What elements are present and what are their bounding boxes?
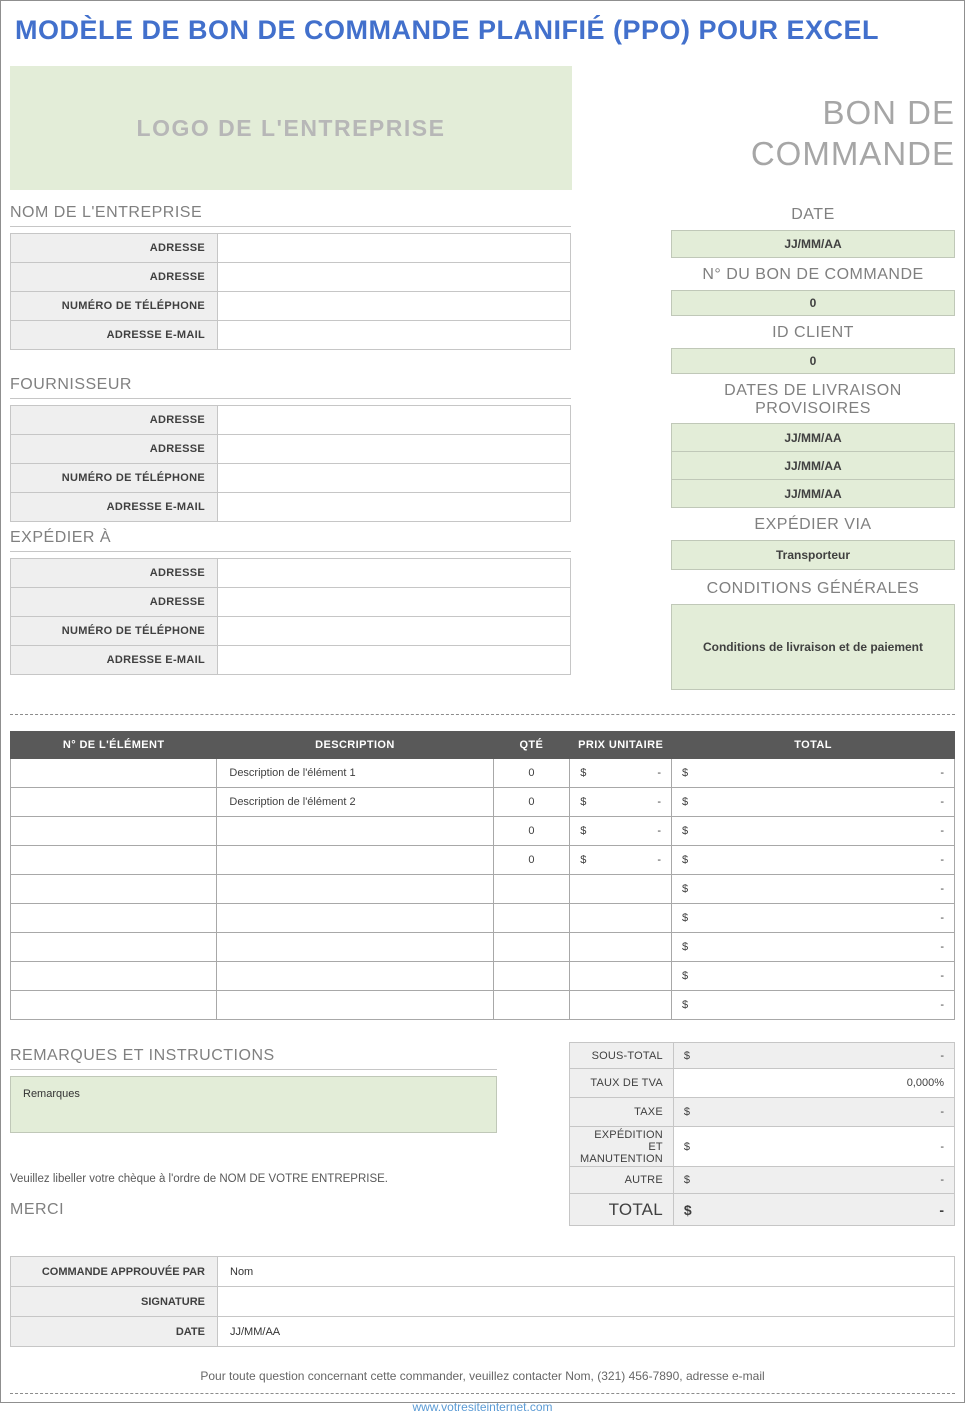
field-label: ADRESSE E-MAIL <box>11 493 218 522</box>
amount: - <box>940 999 944 1011</box>
table-row <box>11 1287 955 1317</box>
unit-price-cell[interactable] <box>570 991 672 1020</box>
amount: - <box>940 912 944 924</box>
amount: - <box>940 1140 944 1153</box>
description-cell[interactable] <box>217 991 493 1020</box>
terms-heading: CONDITIONS GÉNÉRALES <box>706 580 920 597</box>
field-label: ADRESSE <box>11 263 218 292</box>
approved-by-field[interactable]: Nom <box>218 1257 955 1287</box>
ship-to-email-field[interactable] <box>218 646 571 675</box>
field-label: ADRESSE <box>11 435 218 464</box>
amount: - <box>940 796 944 808</box>
subtotal-value <box>673 1043 954 1069</box>
table-row <box>11 321 571 350</box>
table-row <box>11 435 571 464</box>
item-no-cell[interactable] <box>11 817 217 846</box>
currency-symbol: $ <box>682 912 689 924</box>
ship-to-heading: EXPÉDIER À <box>10 529 571 552</box>
amount: - <box>940 1174 944 1186</box>
supplier-phone-field[interactable] <box>218 464 571 493</box>
currency-symbol: $ <box>580 796 587 808</box>
company-heading: NOM DE L'ENTREPRISE <box>10 204 571 227</box>
document-title <box>751 66 955 190</box>
table-row <box>11 493 571 522</box>
summary-row-other <box>570 1167 955 1194</box>
item-no-cell[interactable] <box>11 788 217 817</box>
ship-via-heading: EXPÉDIER VIA <box>754 516 872 533</box>
po-number-field[interactable]: 0 <box>671 290 955 316</box>
table-row <box>11 263 571 292</box>
currency-symbol: $ <box>580 767 587 779</box>
section-ship-to <box>10 529 571 675</box>
unit-price-cell[interactable] <box>570 788 672 817</box>
supplier-heading: FOURNISSEUR <box>10 376 571 399</box>
amount: - <box>940 767 944 779</box>
total-cell <box>672 933 955 962</box>
item-row <box>11 904 955 933</box>
qty-cell[interactable]: 0 <box>493 846 570 875</box>
total-cell <box>672 962 955 991</box>
ship-via-field[interactable]: Transporteur <box>671 540 955 570</box>
delivery-date1-field[interactable]: JJ/MM/AA <box>671 423 955 452</box>
col-header-total: TOTAL <box>672 732 955 759</box>
date-field[interactable]: JJ/MM/AA <box>671 230 955 258</box>
remarks-heading: REMARQUES ET INSTRUCTIONS <box>10 1047 497 1070</box>
tax-rate-field[interactable]: 0,000% <box>673 1069 954 1098</box>
summary-row-tax <box>570 1098 955 1127</box>
amount: - <box>940 1049 944 1062</box>
section-summary <box>569 1042 955 1226</box>
qty-cell[interactable] <box>493 904 570 933</box>
check-note: Veuillez libeller votre chèque à l'ordre de NOM DE VOTRE ENTREPRISE. <box>10 1173 389 1185</box>
tax-label: TAXE <box>570 1098 674 1127</box>
item-row <box>11 788 955 817</box>
thanks-text: MERCI <box>10 1201 65 1218</box>
approval-table <box>10 1256 955 1347</box>
item-no-cell[interactable] <box>11 991 217 1020</box>
approved-by-label: COMMANDE APPROUVÉE PAR <box>11 1257 218 1287</box>
currency-symbol: $ <box>683 1174 690 1186</box>
table-row <box>11 406 571 435</box>
supplier-email-field[interactable] <box>218 493 571 522</box>
unit-price-cell[interactable] <box>570 759 672 788</box>
col-header-unit-price: PRIX UNITAIRE <box>570 732 672 759</box>
currency-symbol: $ <box>683 1049 690 1062</box>
currency-symbol: $ <box>682 825 689 837</box>
currency-symbol: $ <box>683 1140 690 1153</box>
items-table <box>10 731 955 1020</box>
divider <box>10 714 955 715</box>
table-row <box>11 464 571 493</box>
field-label: ADRESSE <box>11 406 218 435</box>
po-number-heading: N° DU BON DE COMMANDE <box>702 266 924 283</box>
description-cell[interactable]: Description de l'élément 1 <box>217 759 493 788</box>
item-row <box>11 759 955 788</box>
currency-symbol: $ <box>682 970 689 982</box>
company-logo-placeholder[interactable]: LOGO DE L'ENTREPRISE <box>10 66 572 190</box>
table-row <box>11 617 571 646</box>
field-label: ADRESSE <box>11 234 218 263</box>
col-header-description: DESCRIPTION <box>217 732 493 759</box>
total-cell <box>672 904 955 933</box>
currency-symbol: $ <box>682 796 689 808</box>
summary-row-shipping <box>570 1127 955 1167</box>
shipping-label: EXPÉDITION ET MANUTENTION <box>570 1127 674 1167</box>
terms-field[interactable]: Conditions de livraison et de paiement <box>671 604 955 690</box>
approval-date-field[interactable]: JJ/MM/AA <box>218 1317 955 1347</box>
field-label: ADRESSE <box>11 559 218 588</box>
total-cell <box>672 788 955 817</box>
unit-price-cell[interactable] <box>570 817 672 846</box>
description-cell[interactable] <box>217 933 493 962</box>
amount: - <box>940 825 944 837</box>
total-cell <box>672 759 955 788</box>
amount: - <box>940 883 944 895</box>
amount: - <box>657 825 662 837</box>
approval-date-label: DATE <box>11 1317 218 1347</box>
field-label: ADRESSE E-MAIL <box>11 321 218 350</box>
other-label: AUTRE <box>570 1167 674 1194</box>
description-cell[interactable] <box>217 846 493 875</box>
tax-rate-label: TAUX DE TVA <box>570 1069 674 1098</box>
remarks-field[interactable]: Remarques <box>10 1076 497 1133</box>
item-row <box>11 846 955 875</box>
summary-row-tax-rate <box>570 1069 955 1098</box>
section-company <box>10 204 571 350</box>
item-no-cell[interactable] <box>11 875 217 904</box>
website-link[interactable]: www.votresiteinternet.com <box>412 1400 553 1414</box>
qty-cell[interactable] <box>493 933 570 962</box>
table-row <box>11 646 571 675</box>
table-row <box>11 588 571 617</box>
table-row <box>11 1257 955 1287</box>
field-label: NUMÉRO DE TÉLÉPHONE <box>11 617 218 646</box>
subtotal-label: SOUS-TOTAL <box>570 1043 674 1069</box>
unit-price-cell[interactable] <box>570 846 672 875</box>
delivery-dates-heading: DATES DE LIVRAISON PROVISOIRES <box>724 382 902 417</box>
item-row <box>11 991 955 1020</box>
footer-contact-text: Pour toute question concernant cette commander, veuillez contacter Nom, (321) 456-7890, adresse e-mail <box>200 1369 765 1383</box>
header <box>10 66 955 190</box>
amount: - <box>940 970 944 982</box>
total-cell <box>672 846 955 875</box>
signature-label: SIGNATURE <box>11 1287 218 1317</box>
item-row <box>11 817 955 846</box>
client-id-heading: ID CLIENT <box>772 324 854 341</box>
unit-price-cell[interactable] <box>570 904 672 933</box>
item-no-cell[interactable] <box>11 962 217 991</box>
unit-price-cell[interactable] <box>570 962 672 991</box>
item-row <box>11 875 955 904</box>
table-row <box>11 292 571 321</box>
delivery-date2-field[interactable]: JJ/MM/AA <box>671 451 955 480</box>
qty-cell[interactable]: 0 <box>493 817 570 846</box>
field-label: ADRESSE <box>11 588 218 617</box>
supplier-address1-field[interactable] <box>218 406 571 435</box>
total-cell <box>672 991 955 1020</box>
currency-symbol: $ <box>682 883 689 895</box>
item-row <box>11 962 955 991</box>
shipping-field[interactable] <box>673 1127 954 1167</box>
field-label: NUMÉRO DE TÉLÉPHONE <box>11 292 218 321</box>
signature-field[interactable] <box>218 1287 955 1317</box>
description-cell[interactable] <box>217 962 493 991</box>
company-email-field[interactable] <box>218 321 571 350</box>
grand-total-label: TOTAL <box>570 1194 674 1226</box>
tax-value <box>673 1098 954 1127</box>
item-no-cell[interactable] <box>11 904 217 933</box>
table-row <box>11 559 571 588</box>
amount: - <box>940 941 944 953</box>
description-cell[interactable] <box>217 817 493 846</box>
col-header-qty: QTÉ <box>493 732 570 759</box>
amount: - <box>657 796 662 808</box>
currency-symbol: $ <box>683 1201 692 1218</box>
summary-row-total <box>570 1194 955 1226</box>
amount: - <box>657 854 662 866</box>
amount: - <box>940 1106 944 1118</box>
other-field[interactable] <box>673 1167 954 1194</box>
delivery-date3-field[interactable]: JJ/MM/AA <box>671 479 955 508</box>
amount: - <box>939 1201 944 1218</box>
currency-symbol: $ <box>683 1106 690 1118</box>
currency-symbol: $ <box>682 941 689 953</box>
grand-total-value <box>673 1194 954 1226</box>
ship-to-phone-field[interactable] <box>218 617 571 646</box>
section-supplier <box>10 376 571 522</box>
company-address2-field[interactable] <box>218 263 571 292</box>
description-cell[interactable]: Description de l'élément 2 <box>217 788 493 817</box>
items-header-row <box>11 732 955 759</box>
date-heading: DATE <box>791 206 835 223</box>
divider <box>10 1393 955 1394</box>
table-row <box>11 1317 955 1347</box>
amount: - <box>657 767 662 779</box>
company-phone-field[interactable] <box>218 292 571 321</box>
document-title-line2: COMMANDE <box>750 135 955 172</box>
client-id-field[interactable]: 0 <box>671 348 955 374</box>
supplier-address2-field[interactable] <box>218 435 571 464</box>
qty-cell[interactable] <box>493 962 570 991</box>
section-remarks <box>10 1042 497 1226</box>
currency-symbol: $ <box>580 854 587 866</box>
qty-cell[interactable]: 0 <box>493 759 570 788</box>
unit-price-cell[interactable] <box>570 875 672 904</box>
company-address1-field[interactable] <box>218 234 571 263</box>
qty-cell[interactable] <box>493 875 570 904</box>
qty-cell[interactable]: 0 <box>493 788 570 817</box>
currency-symbol: $ <box>580 825 587 837</box>
ship-to-address2-field[interactable] <box>218 588 571 617</box>
ship-to-address1-field[interactable] <box>218 559 571 588</box>
total-cell <box>672 817 955 846</box>
description-cell[interactable] <box>217 904 493 933</box>
document-title-line1: BON DE <box>822 94 955 131</box>
col-header-item-no: N° DE L'ÉLÉMENT <box>11 732 217 759</box>
table-row <box>11 234 571 263</box>
total-cell <box>672 875 955 904</box>
currency-symbol: $ <box>682 854 689 866</box>
summary-row-subtotal <box>570 1043 955 1069</box>
item-row <box>11 933 955 962</box>
item-no-cell[interactable] <box>11 759 217 788</box>
item-no-cell[interactable] <box>11 846 217 875</box>
field-label: ADRESSE E-MAIL <box>11 646 218 675</box>
amount: - <box>940 854 944 866</box>
page-title: MODÈLE DE BON DE COMMANDE PLANIFIÉ (PPO) POUR EXCEL <box>15 15 880 45</box>
field-label: NUMÉRO DE TÉLÉPHONE <box>11 464 218 493</box>
currency-symbol: $ <box>682 999 689 1011</box>
currency-symbol: $ <box>682 767 689 779</box>
description-cell[interactable] <box>217 875 493 904</box>
item-no-cell[interactable] <box>11 933 217 962</box>
unit-price-cell[interactable] <box>570 933 672 962</box>
qty-cell[interactable] <box>493 991 570 1020</box>
